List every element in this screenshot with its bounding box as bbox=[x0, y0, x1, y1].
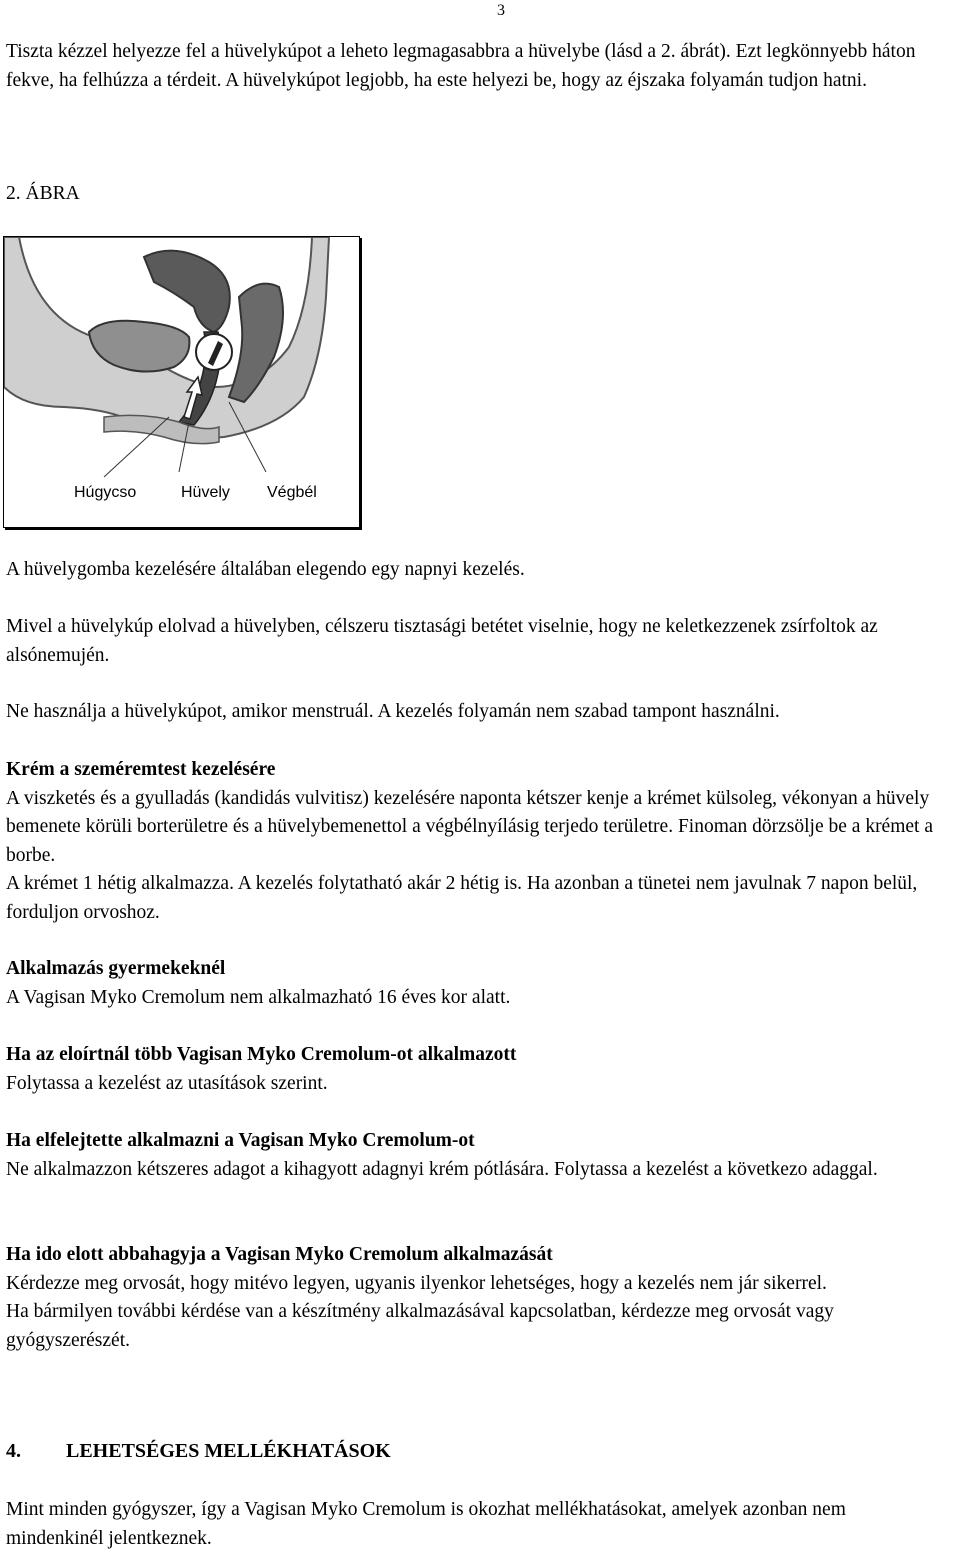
paragraph-panty-liner: Mivel a hüvelykúp elolvad a hüvelyben, célszeru tisztasági betétet viselnie, hogy ne keletkezzenek zsírfoltok az alsónemujén. bbox=[6, 616, 878, 666]
section-heading: Ha ido elott abbahagyja a Vagisan Myko Cremolum alkalmazását bbox=[6, 1244, 553, 1265]
section-body: Folytassa a kezelést az utasítások szerint. bbox=[6, 1072, 328, 1094]
section-children bbox=[6, 955, 946, 1012]
section-heading: Ha elfelejtette alkalmazni a Vagisan Myko Cremolum-ot bbox=[6, 1130, 475, 1151]
section-4-title: LEHETSÉGES MELLÉKHATÁSOK bbox=[66, 1440, 391, 1462]
intro-paragraph: Tiszta kézzel helyezze fel a hüvelykúpot a leheto legmagasabbra a hüvelybe (lásd a 2. ábrát). Ezt legkönnyebb háton fekve, ha felhúzza a térdeit. A hüvelykúpot legjobb, ha este helyezi be, hogy az éjszaka folyamán tudjon hatni. bbox=[6, 41, 916, 91]
caption-vagina: Hüvely bbox=[181, 484, 230, 501]
caption-rectum: Végbél bbox=[267, 484, 317, 501]
section-cream bbox=[6, 756, 946, 927]
section-body: Ne alkalmazzon kétszeres adagot a kihagyott adagnyi krém pótlására. Folytassa a kezelést a következo adaggal. bbox=[6, 1158, 878, 1180]
section-body: Kérdezze meg orvosát, hogy mitévo legyen, ugyanis ilyenkor lehetséges, hogy a kezelés nem jár sikerrel. Ha bármilyen további kérdése van a készítmény alkalmazásával kapcsolatban, kérdezze meg orvosát vagy gyógyszerészét. bbox=[6, 1272, 834, 1351]
caption-urethra: Húgycso bbox=[74, 484, 137, 501]
section-body: A viszketés és a gyulladás (kandidás vulvitisz) kezelésére naponta kétszer kenje a krémet külsoleg, vékonyan a hüvely bemenete körüli borterületre és a hüvelybemenettol a végbélnyílásig terjedo területre. Finoman dörzsölje be a krémet a borbe. A krémet 1 hétig alkalmazza. A kezelés folytatható akár 2 hétig is. Ha azonban a tünetei nem javulnak 7 napon belül, forduljon orvoshoz. bbox=[6, 787, 933, 923]
section-heading: Krém a szeméremtest kezelésére bbox=[6, 759, 276, 780]
section-stopping bbox=[6, 1241, 946, 1355]
paragraph-treatment-duration: A hüvelygomba kezelésére általában elegendo egy napnyi kezelés. bbox=[6, 559, 525, 580]
section-overdose bbox=[6, 1041, 946, 1098]
page-number: 3 bbox=[497, 2, 505, 19]
section-heading: Ha az eloírtnál több Vagisan Myko Cremolum-ot alkalmazott bbox=[6, 1044, 517, 1065]
section-heading: Alkalmazás gyermekeknél bbox=[6, 958, 226, 979]
section-4-number: 4. bbox=[6, 1440, 21, 1462]
section-missed-dose bbox=[6, 1127, 946, 1184]
figure-label: 2. ÁBRA bbox=[6, 183, 80, 204]
section-body: A Vagisan Myko Cremolum nem alkalmazható 16 éves kor alatt. bbox=[6, 986, 511, 1008]
paragraph-menstruation: Ne használja a hüvelykúpot, amikor menstruál. A kezelés folyamán nem szabad tampont használni. bbox=[6, 701, 780, 722]
section-4-body: Mint minden gyógyszer, így a Vagisan Myko Cremolum is okozhat mellékhatásokat, amelyek azonban nem mindenkinél jelentkeznek. bbox=[6, 1499, 846, 1549]
